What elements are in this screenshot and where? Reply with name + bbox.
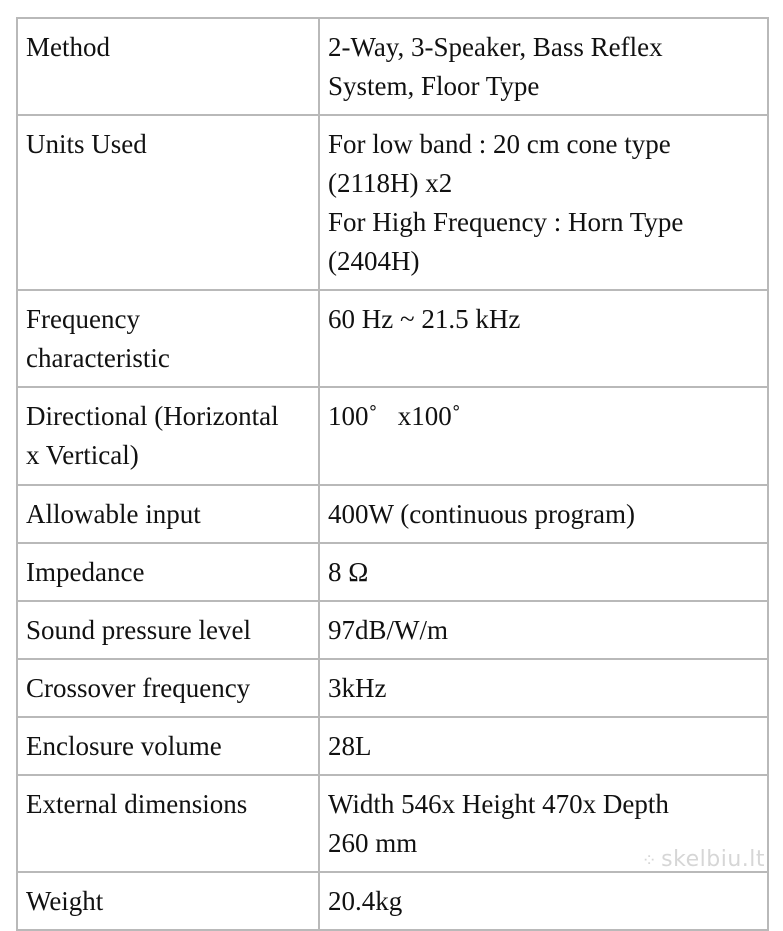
watermark-text: skelbiu.lt	[661, 847, 765, 872]
spec-label: External dimensions	[26, 789, 248, 819]
spec-row	[17, 659, 768, 717]
spec-label-cell	[17, 543, 319, 601]
spec-label-cell	[17, 485, 319, 543]
spec-value-cell	[319, 115, 768, 290]
spec-value-cell	[319, 387, 768, 485]
spec-value: (2118H) x2	[328, 168, 453, 198]
spec-row	[17, 717, 768, 775]
spec-value-cell	[319, 717, 768, 775]
spec-row	[17, 543, 768, 601]
spec-label: Directional (Horizontal	[26, 401, 279, 431]
spec-value: For High Frequency : Horn Type	[328, 207, 684, 237]
spec-row	[17, 601, 768, 659]
spec-value-cell	[319, 543, 768, 601]
spec-value: 60 Hz ~ 21.5 kHz	[328, 304, 521, 334]
spec-value: For low band : 20 cm cone type	[328, 129, 671, 159]
spec-label: Weight	[26, 886, 104, 916]
spec-value: System, Floor Type	[328, 71, 540, 101]
spec-label-cell	[17, 115, 319, 290]
specifications-table	[16, 17, 769, 931]
spec-label: characteristic	[26, 343, 170, 373]
spec-label: Method	[26, 32, 110, 62]
spec-row	[17, 18, 768, 115]
spec-value: 20.4kg	[328, 886, 403, 916]
specifications-table-body	[17, 18, 768, 930]
spec-value: 2-Way, 3-Speaker, Bass Reflex	[328, 32, 663, 62]
spec-label: Allowable input	[26, 499, 201, 529]
spec-value-cell	[319, 872, 768, 930]
spec-value: Width 546x Height 470x Depth	[328, 789, 669, 819]
spec-label: Frequency	[26, 304, 140, 334]
spec-label-cell	[17, 659, 319, 717]
spec-label-cell	[17, 18, 319, 115]
spec-value: 28L	[328, 731, 372, 761]
spec-label: x Vertical)	[26, 440, 139, 470]
spec-label-cell	[17, 387, 319, 485]
spec-value: 400W (continuous program)	[328, 499, 635, 529]
spec-row	[17, 872, 768, 930]
spec-value-cell	[319, 18, 768, 115]
spec-row	[17, 115, 768, 290]
spec-value-cell	[319, 485, 768, 543]
spec-value: 97dB/W/m	[328, 615, 448, 645]
spec-value-cell	[319, 290, 768, 387]
spec-label: Impedance	[26, 557, 145, 587]
spec-value: (2404H)	[328, 246, 420, 276]
spec-label-cell	[17, 717, 319, 775]
spec-value-cell	[319, 659, 768, 717]
spec-label: Units Used	[26, 129, 147, 159]
spec-label: Enclosure volume	[26, 731, 222, 761]
spec-label-cell	[17, 775, 319, 872]
spec-label-cell	[17, 290, 319, 387]
spec-row	[17, 485, 768, 543]
spec-label: Sound pressure level	[26, 615, 251, 645]
spec-label-cell	[17, 601, 319, 659]
spec-row	[17, 290, 768, 387]
spec-value-cell	[319, 601, 768, 659]
spec-label-cell	[17, 872, 319, 930]
spec-value: 8 Ω	[328, 557, 369, 587]
spec-value: 100˚ x100˚	[328, 401, 461, 431]
spec-value: 3kHz	[328, 673, 387, 703]
watermark-logo-icon: ⁘	[641, 850, 658, 871]
spec-label: Crossover frequency	[26, 673, 251, 703]
spec-value: 260 mm	[328, 828, 418, 858]
spec-row	[17, 387, 768, 485]
watermark	[642, 847, 765, 872]
